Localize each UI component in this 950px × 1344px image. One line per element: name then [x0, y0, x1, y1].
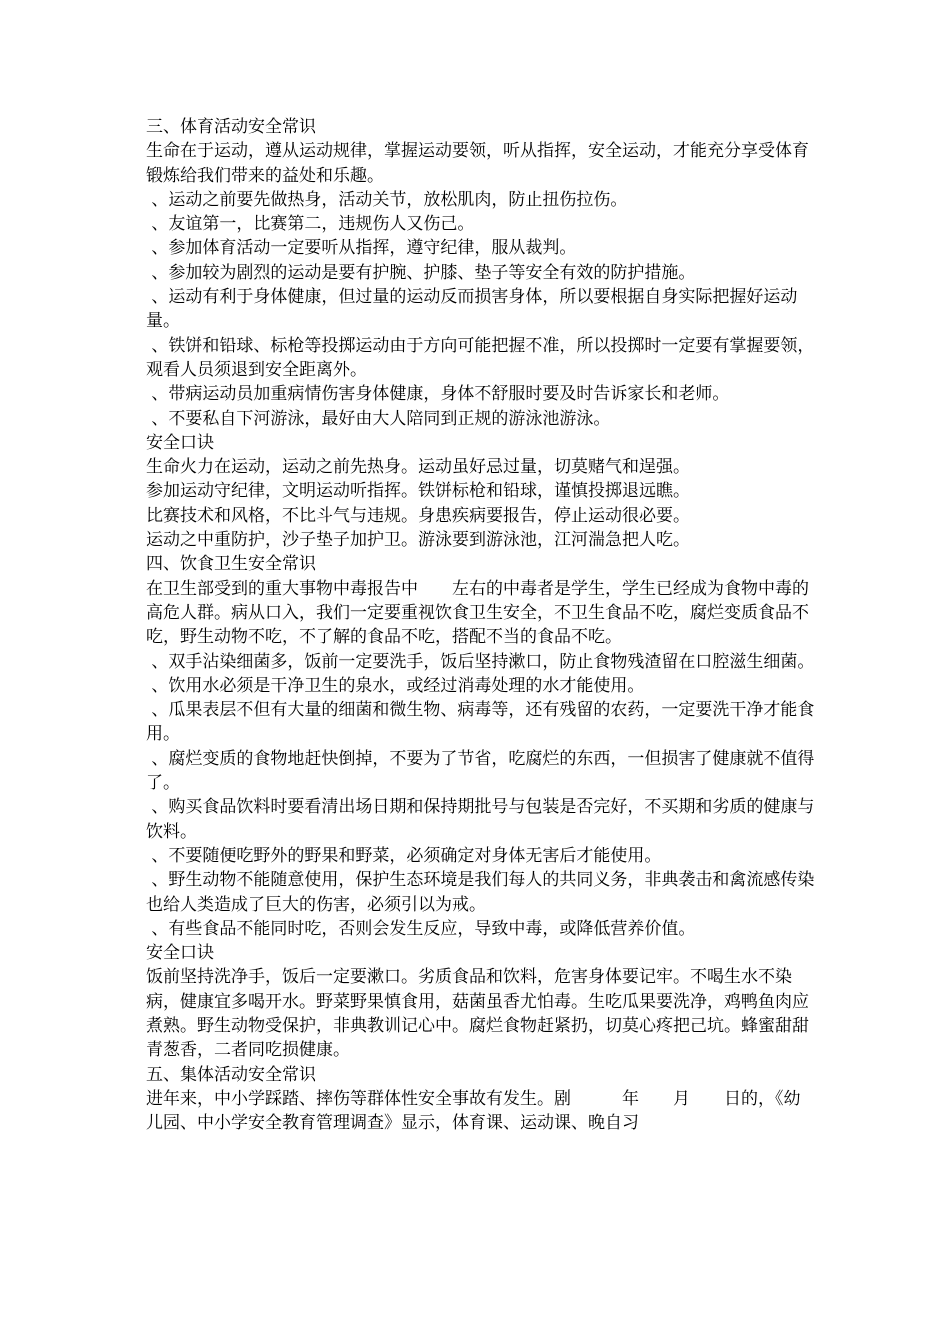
paragraph: 生命在于运动，遵从运动规律，掌握运动要领，听从指挥，安全运动，才能充分享受体育锻炼给我们带来的益处和乐趣。 — [146, 141, 809, 186]
list-item: 、有些食品不能同时吃，否则会发生反应，导致中毒，或降低营养价值。 — [146, 918, 696, 939]
list-item: 、不要随便吃野外的野果和野菜，必须确定对身体无害后才能使用。 — [146, 845, 662, 866]
paragraph: 进年来，中小学踩踏、摔伤等群体性安全事故有发生。剧 年 月 日的，《幼儿园、中小学安全教育管理调查》显示，体育课、运动课、晚自习 — [146, 1088, 801, 1134]
list-item: 、友谊第一，比赛第二，违规伤人又伤己。 — [146, 214, 475, 235]
verse-line: 生命火力在运动，运动之前先热身。运动虽好忌过量，切莫赌气和逞强。 — [146, 457, 690, 478]
verse-line: 运动之中重防护，沙子垫子加护卫。游泳要到游泳池，江河湍急把人吃。 — [146, 530, 690, 551]
paragraph: 在卫生部受到的重大事物中毒报告中 左右的中毒者是学生，学生已经成为食物中毒的高危人群。病从口入，我们一定要重视饮食卫生安全，不卫生食品不吃，腐烂变质食品不吃，野生动物不吃，不了解的食品不吃，搭配不当的食品不吃。 — [146, 578, 809, 648]
subsection-heading: 安全口诀 — [146, 432, 214, 453]
list-item: 、铁饼和铅球、标枪等投掷运动由于方向可能把握不准，所以投掷时一定要有掌握要领，观看人员须退到安全距离外。 — [146, 335, 815, 380]
list-item: 、腐烂变质的食物地赶快倒掉，不要为了节省，吃腐烂的东西，一但损害了健康就不值得了。 — [146, 748, 815, 794]
list-item: 、瓜果表层不但有大量的细菌和微生物、病毒等，还有残留的农药，一定要洗干净才能食用。 — [146, 700, 815, 745]
section-heading: 四、饮食卫生安全常识 — [146, 554, 316, 575]
list-item: 、参加体育活动一定要听从指挥，遵守纪律，服从裁判。 — [146, 238, 577, 259]
list-item: 、饮用水必须是干净卫生的泉水，或经过消毒处理的水才能使用。 — [146, 675, 645, 696]
list-item: 、双手沾染细菌多，饭前一定要洗手，饭后坚持漱口，防止食物残渣留在口腔滋生细菌。 — [146, 651, 815, 672]
subsection-heading: 安全口诀 — [146, 943, 214, 964]
verse-line: 参加运动守纪律，文明运动听指挥。铁饼标枪和铅球，谨慎投掷退远瞧。 — [146, 481, 690, 502]
list-item: 、运动有利于身体健康，但过量的运动反而损害身体，所以要根据自身实际把握好运动量。 — [146, 287, 798, 332]
list-item: 、野生动物不能随意使用，保护生态环境是我们每人的共同义务，非典袭击和禽流感传染也给人类造成了巨大的伤害，必须引以为戒。 — [146, 870, 815, 915]
section-heading: 五、集体活动安全常识 — [146, 1064, 316, 1085]
verse-line: 比赛技术和风格，不比斗气与违规。身患疾病要报告，停止运动很必要。 — [146, 505, 690, 526]
list-item: 、带病运动员加重病情伤害身体健康，身体不舒服时要及时告诉家长和老师。 — [146, 384, 730, 405]
paragraph: 饭前坚持洗净手，饭后一定要漱口。劣质食品和饮料，危害身体要记牢。不喝生水不染病，健康宜多喝开水。野菜野果慎食用，菇菌虽香尤怕毒。生吃瓜果要洗净，鸡鸭鱼肉应煮熟。野生动物受保护，非典教训记心中。腐烂食物赶紧扔，切莫心疼把己坑。蜂蜜甜甜青葱香，二者同吃损健康。 — [146, 967, 809, 1061]
section-heading: 三、体育活动安全常识 — [146, 117, 316, 137]
list-item: 、购买食品饮料时要看清出场日期和保持期批号与包装是否完好，不买期和劣质的健康与饮料。 — [146, 797, 815, 842]
list-item: 、不要私自下河游泳，最好由大人陪同到正规的游泳池游泳。 — [146, 408, 611, 429]
list-item: 、运动之前要先做热身，活动关节，放松肌肉，防止扭伤拉伤。 — [146, 189, 628, 210]
document-body — [146, 115, 816, 1135]
list-item: 、参加较为剧烈的运动是要有护腕、护膝、垫子等安全有效的防护措施。 — [146, 262, 696, 283]
